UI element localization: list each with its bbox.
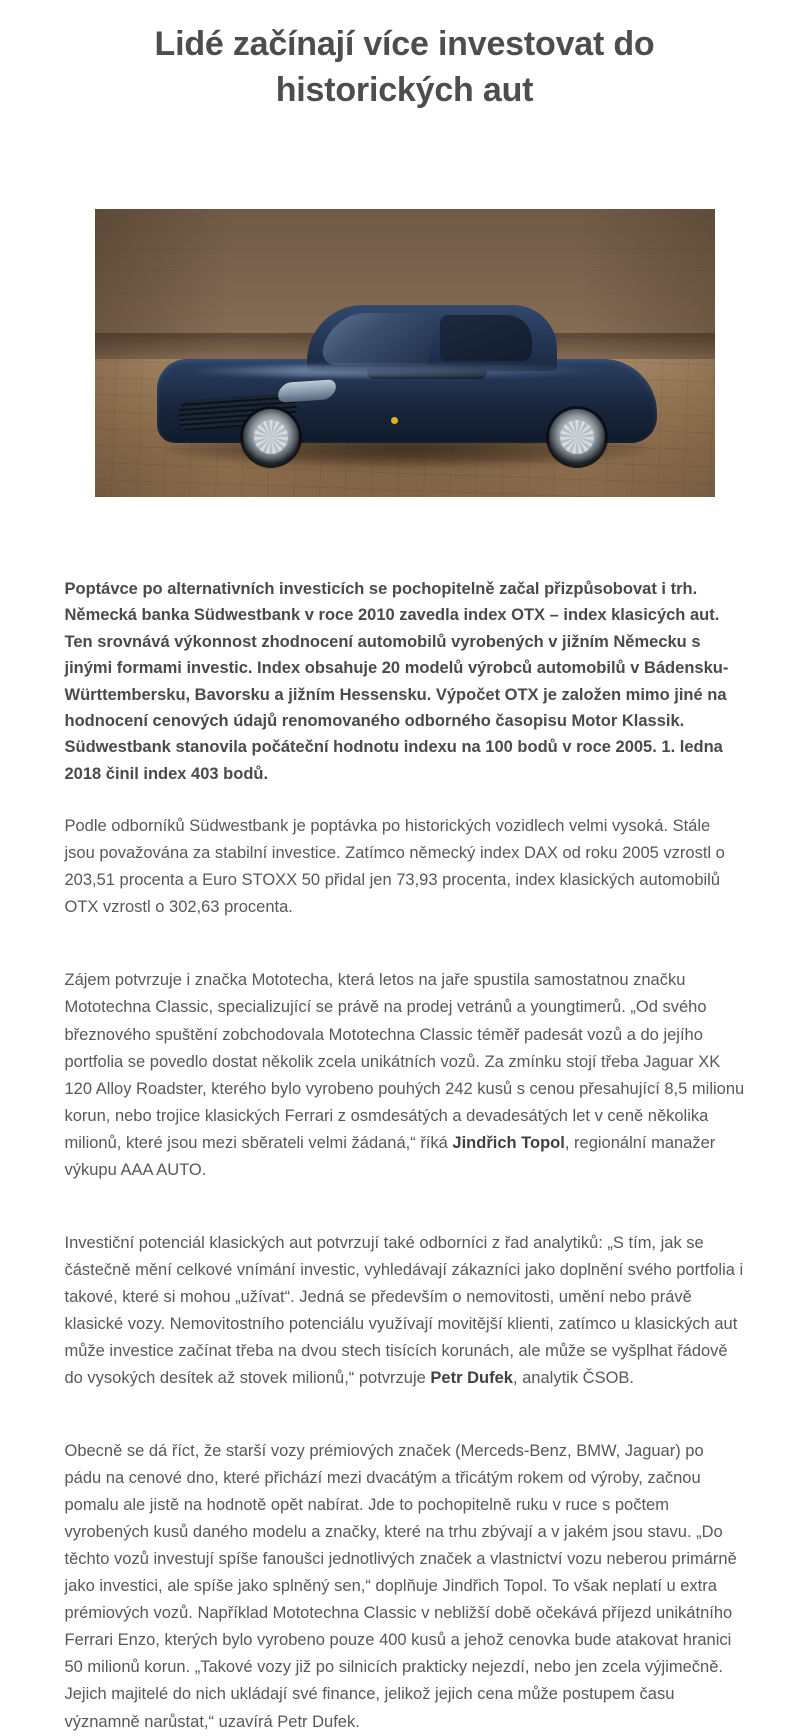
paragraph-text-tail: , analytik ČSOB.: [512, 1369, 634, 1388]
hero-image-classic-car: [95, 209, 715, 497]
quoted-person-name: Petr Dufek: [430, 1369, 513, 1388]
hero-image-wrapper: [65, 209, 745, 497]
wheel-spokes: [560, 420, 594, 454]
car-badge-icon: [391, 417, 398, 424]
quoted-person-name: Jindřich Topol: [452, 1133, 565, 1152]
car-illustration: [157, 305, 657, 453]
car-body-highlight: [183, 365, 613, 377]
car-rear-wheel: [243, 409, 299, 465]
article-container: [65, 22, 745, 1736]
paragraph-text: Investiční potenciál klasických aut potvrzují také odborníci z řad analytiků: „S tím, jak se částečně mění celkové vnímání investic, vyhledávají zákazníci jako doplnění svého portfolia i takové, které si mohou „užívat“. Jedná se především o nemovitosti, umění nebo právě klasické vozy. Nemovitostního potenciálu využívají movitější klienti, zatímco u klasických aut může investice začínat třeba na dvou stech tisících korunách, ale může se vyšplhat řádově do vysokých desítek až stovek milionů,“ potvrzuje: [64, 1233, 744, 1388]
paragraph-text: Zájem potvrzuje i značka Mototecha, která letos na jaře spustila samostatnou značku Mototechna Classic, specializující se právě na prodej vetránů a youngtimerů. „Od svého březnového spuštění zobchodovala Mototechna Classic téměř padesát vozů a do jejího portfolia se povedlo dostat několik zcela unikátních vozů. Za zmínku stojí třeba Jaguar XK 120 Alloy Roadster, kterého bylo vyrobeno pouhých 242 kusů s cenou přesahující 8,5 milionu korun, nebo trojice klasických Ferrari z osmdesátých a devadesátých let v ceně několika milionů, které jsou mezi sběrateli velmi žádaná,“ říká: [64, 971, 745, 1152]
paragraph-analysts: [65, 1230, 745, 1392]
car-front-wheel: [549, 409, 605, 465]
paragraph-demand: Podle odborníků Südwestbank je poptávka po historických vozidlech velmi vysoká. Stále jsou považována za stabilní investice. Zatímco německý index DAX od roku 2005 vzrostl o 203,51 procenta a Euro STOXX 50 přidal jen 73,93 procenta, index klasických automobilů OTX vzrostl o 302,63 procenta.: [64, 817, 725, 917]
car-side-window: [440, 315, 532, 361]
paragraph-premium-brands: Obecně se dá říct, že starší vozy prémiových značek (Merceds-Benz, BMW, Jaguar) po pádu na cenové dno, které přichází mezi dvacátým a třicátým rokem od výroby, začnou pomalu ale jistě na hodnotě opět nabírat. Jde to pochopitelně ruku v ruce s počtem vyrobených kusů daného modelu a značky, které na trhu zbývají a v jakém jsou stavu. „Do těchto vozů investují spíše fanoušci jednotlivých značek a vlastnictví vozu neberou primárně jako investici, ale spíše jako splněný sen,“ doplňuje Jindřich Topol. To však neplatí u extra prémiových vozů. Například Mototechna Classic v nebližší době očekává příjezd unikátního Ferrari Enzo, kterých bylo vyrobeno pouze 400 kusů a jehož cenovka bude atakovat hranici 50 milionů korun. „Takové vozy již po silnicích prakticky nejezdí, nebo jen zcela výjimečně. Jejich majitelé do nich ukládají své finance, jelikož jejich cena může postupem času významně narůstat,“ uzavírá Petr Dufek.: [64, 1442, 737, 1731]
paragraph-mototechna: [65, 967, 745, 1183]
article-lead-paragraph: Poptávce po alternativních investicích se pochopitelně začal přizpůsobovat i trh. Německá banka Südwestbank v roce 2010 zavedla index OTX – index klasicých aut. Ten srovnává výkonnost zhodnocení automobilů vyrobených v jižním Německu s jinými formami investic. Index obsahuje 20 modelů výrobců automobilů v Bádensku-Württembersku, Bavorsku a jižním Hessensku. Výpočet OTX je založen mimo jiné na hodnocení cenových údajů renomovaného odborného časopisu Motor Klassik. Südwestbank stanovila počáteční hodnotu indexu na 100 bodů v roce 2005. 1. ledna 2018 činil index 403 bodů.: [64, 580, 729, 783]
wheel-spokes: [254, 420, 288, 454]
article-page: [0, 22, 809, 1736]
page-title: Lidé začínají více investovat do historických aut: [154, 25, 655, 109]
paragraph-text-tail: , regionální manažer výkupu AAA AUTO.: [64, 1133, 716, 1179]
